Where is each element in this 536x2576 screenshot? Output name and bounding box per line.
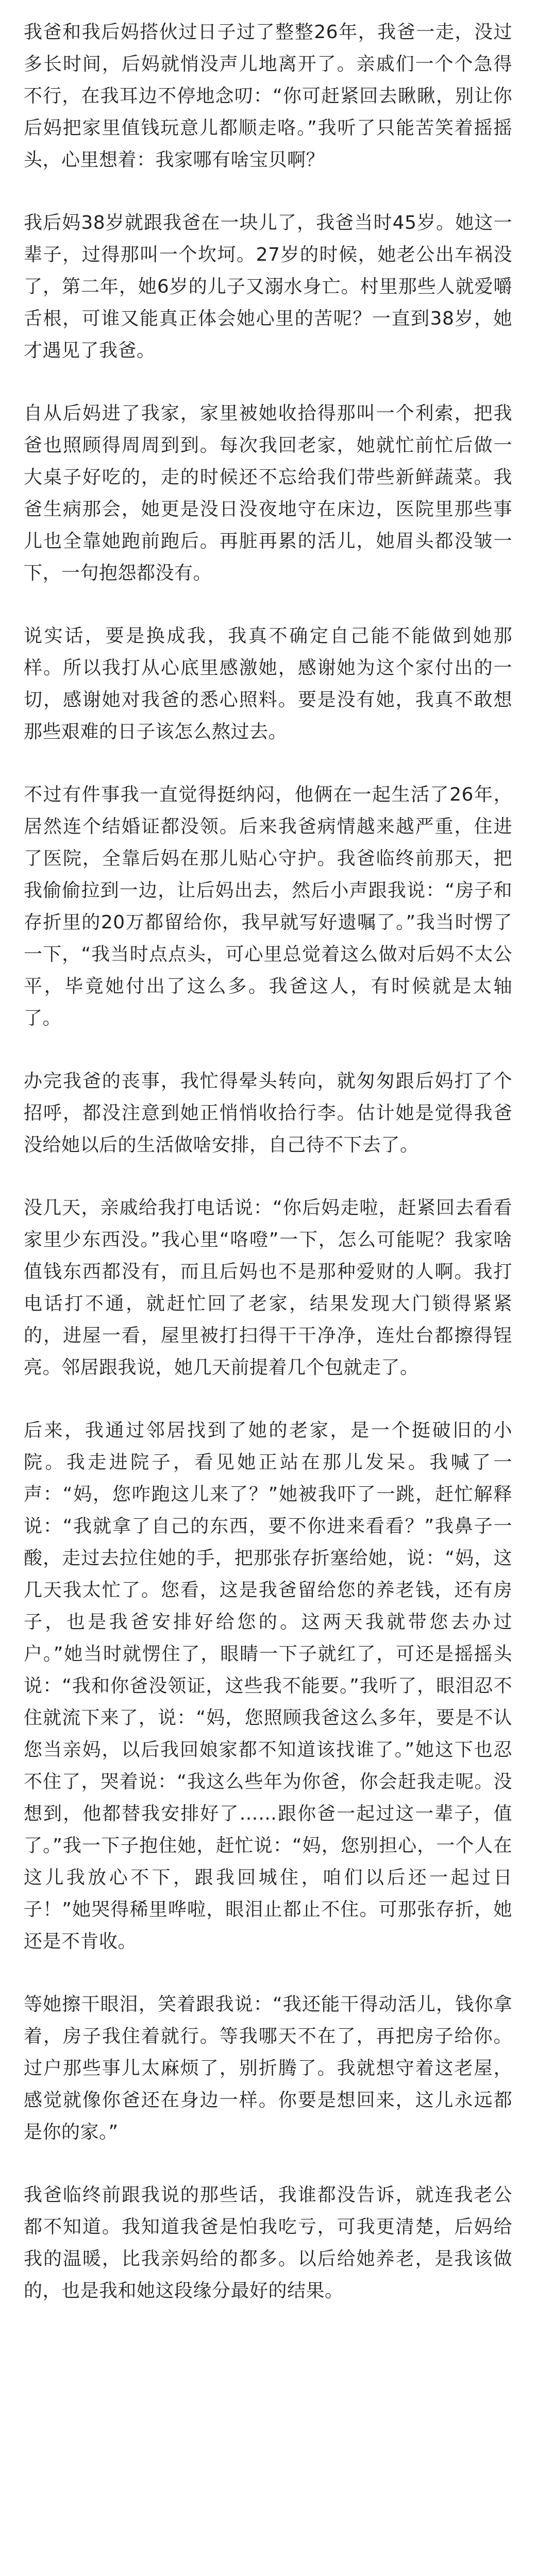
paragraph-5: 不过有件事我一直觉得挺纳闷，他俩在一起生活了26年，居然连个结婚证都没领。后来我爸病情越来越严重，住进了医院，全靠后妈在那儿贴心守护。我爸临终前那天，把我偷偷拉到一边，让后妈出去，然后小声跟我说：“房子和存折里的20万都留给你，我早就写好遗嘱了。”我当时愣了一下，“我当时点点头，可心里总觉着这么做对后妈不太公平，毕竟她付出了这么多。我爸这人，有时候就是太轴了。 bbox=[24, 784, 512, 1029]
paragraph-9: 等她擦干眼泪，笑着跟我说：“我还能干得动活儿，钱你拿着，房子我住着就行。等我哪天不在了，再把房子给你。过户那些事儿太麻烦了，别折腾了。我就想守着这老屋，感觉就像你爸还在身边一样。你要是想回来，这儿永远都是你的家。” bbox=[24, 1994, 512, 2143]
paragraph-4: 说实话，要是换成我，我真不确定自己能不能做到她那样。所以我打从心底里感激她，感谢她为这个家付出的一切，感谢她对我爸的悉心照料。要是没有她，我真不敢想那些艰难的日子该怎么熬过去。 bbox=[24, 625, 512, 742]
paragraph-6: 办完我爸的丧事，我忙得晕头转向，就匆匆跟后妈打了个招呼，都没注意到她正悄悄收拾行李。估计她是觉得我爸没给她以后的生活做啥安排，自己待不下去了。 bbox=[24, 1071, 512, 1156]
paragraph-8: 后来，我通过邻居找到了她的老家，是一个挺破旧的小院。我走进院子，看见她正站在那儿发呆。我喊了一声：“妈，您咋跑这儿来了？”她被我吓了一跳，赶忙解释说：“我就拿了自己的东西，要不你进来看看？”我鼻子一酸，走过去拉住她的手，把那张存折塞给她，说：“妈，这几天我太忙了。您看，这是我爸留给您的养老钱，还有房子，也是我爸安排好给您的。这两天我就带您去办过户。”她当时就愣住了，眼睛一下子就红了，可还是摇摇头说：“我和你爸没领证，这些我不能要。”我听了，眼泪忍不住就流下来了，说：“妈，您照顾我爸这么多年，要是不认您当亲妈，以后我回娘家都不知道该找谁了。”她这下也忍不住了，哭着说：“我这么些年为你爸，你会赶我走呢。没想到，他都替我安排好了……跟你爸一起过这一辈子，值了。”我一下子抱住她，赶忙说：“妈，您别担心，一个人在这儿我放心不下，跟我回城住，咱们以后还一起过日子！”她哭得稀里哗啦，眼泪止都止不住。可那张存折，她还是不肯收。 bbox=[24, 1420, 512, 1952]
paragraph-3: 自从后妈进了我家，家里被她收拾得那叫一个利索，把我爸也照顾得周周到到。每次我回老家，她就忙前忙后做一大桌子好吃的，走的时候还不忘给我们带些新鲜蔬菜。我爸生病那会，她更是没日没夜地守在床边，医院里那些事儿也全靠她跑前跑后。再脏再累的活儿，她眉头都没皱一下，一句抱怨都没有。 bbox=[24, 403, 512, 584]
paragraph-7: 没几天，亲戚给我打电话说：“你后妈走啦，赶紧回去看看家里少东西没。”我心里“咯噔”一下，怎么可能呢？我家啥值钱东西都没有，而且后妈也不是那种爱财的人啊。我打电话打不通，就赶忙回了老家，结果发现大门锁得紧紧的，进屋一看，屋里被打扫得干干净净，连灶台都擦得锃亮。邻居跟我说，她几天前提着几个包就走了。 bbox=[24, 1197, 512, 1378]
paragraph-10: 我爸临终前跟我说的那些话，我谁都没告诉，就连我老公都不知道。我知道我爸是怕我吃亏，可我更清楚，后妈给我的温暖，比我亲妈给的都多。以后给她养老，是我该做的，也是我和她这段缘分最好的结果。 bbox=[24, 2184, 512, 2301]
paragraph-2: 我后妈38岁就跟我爸在一块儿了，我爸当时45岁。她这一辈子，过得那叫一个坎坷。27岁的时候，她老公出车祸没了，第二年，她6岁的儿子又溺水身亡。村里那些人就爱嚼舌根，可谁又能真正体会她心里的苦呢？一直到38岁，她才遇见了我爸。 bbox=[24, 212, 512, 361]
paragraph-1: 我爸和我后妈搭伙过日子过了整整26年，我爸一走，没过多长时间，后妈就悄没声儿地离开了。亲戚们一个个急得不行，在我耳边不停地念叨：“你可赶紧回去瞅瞅，别让你后妈把家里值钱玩意儿都顺走咯。”我听了只能苦笑着摇摇头，心里想着：我家哪有啥宝贝啊？ bbox=[24, 22, 512, 171]
